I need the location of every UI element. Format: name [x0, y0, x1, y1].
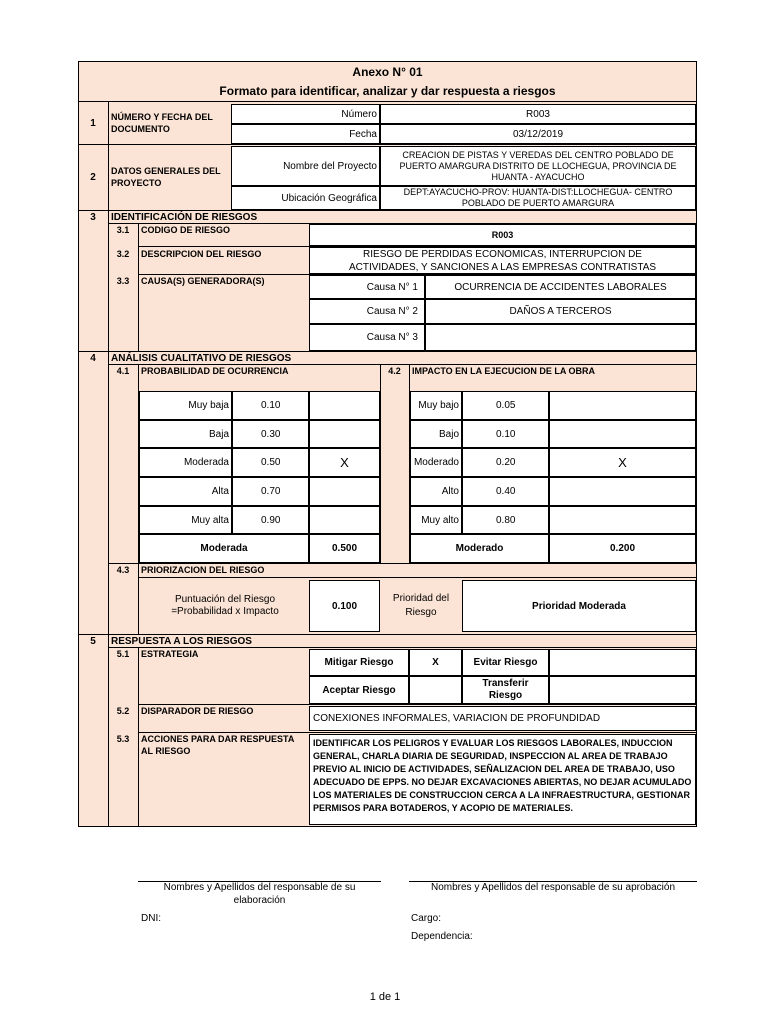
estrategia-label: ESTRATEGIA [141, 649, 199, 659]
section-1-number: 1 [90, 117, 96, 129]
probabilidad-number: 4.1 [116, 366, 130, 376]
acciones-number: 5.3 [116, 734, 130, 744]
imp-row-mark[interactable] [549, 477, 696, 506]
prob-row-label: Moderada [139, 448, 232, 477]
prob-row-label: Muy alta [139, 506, 232, 534]
mitigar-mark[interactable]: X [409, 649, 462, 676]
prob-row-mark[interactable] [309, 391, 380, 420]
proyecto-value[interactable]: CREACION DE PISTAS Y VEREDAS DEL CENTRO POBLADO DE PUERTO AMARGURA DISTRITO DE LLOCHEGUA, PROVINCIA DE HUANTA - AYACUCHO [380, 146, 696, 186]
ubicacion-value[interactable]: DEPT:AYACUCHO-PROV: HUANTA-DIST:LLOCHEGUA- CENTRO POBLADO DE PUERTO AMARGURA [380, 186, 696, 210]
prob-row-label: Baja [139, 420, 232, 448]
imp-row-label: Muy bajo [410, 391, 462, 420]
header-divider [78, 101, 697, 102]
disparador-number: 5.2 [116, 706, 130, 716]
evitar-label: Evitar Riesgo [462, 649, 549, 676]
probabilidad-label: PROBABILIDAD DE OCURRENCIA [141, 366, 289, 376]
section-3-number: 3 [90, 211, 96, 223]
annex-number: Anexo N° 01 [352, 65, 423, 79]
imp-row-mark[interactable] [549, 391, 696, 420]
prioridad-value[interactable]: Prioridad Moderada [462, 580, 696, 632]
prob-result-label: Moderada [139, 534, 309, 563]
proyecto-label: Nombre del Proyecto [231, 146, 380, 186]
prob-result-value: 0.500 [309, 534, 380, 563]
descripcion-number: 3.2 [116, 249, 130, 259]
imp-row-value: 0.05 [462, 391, 549, 420]
imp-result-value: 0.200 [549, 534, 696, 563]
imp-row-label: Moderado [410, 448, 462, 477]
page-number: 1 de 1 [369, 991, 401, 1003]
causa-1-value[interactable]: OCURRENCIA DE ACCIDENTES LABORALES [425, 275, 696, 299]
prob-row-value: 0.70 [232, 477, 309, 506]
aprobacion-caption: Nombres y Apellidos del responsable de su aprobación [430, 882, 676, 893]
causas-label: CAUSA(S) GENERADORA(S) [141, 276, 265, 286]
section-5-number: 5 [90, 635, 96, 647]
transferir-label: Transferir Riesgo [462, 676, 549, 704]
causa-2-value[interactable]: DAÑOS A TERCEROS [425, 299, 696, 324]
causa-3-value[interactable] [425, 324, 696, 351]
imp-row-value: 0.10 [462, 420, 549, 448]
aceptar-label: Aceptar Riesgo [309, 676, 409, 704]
codigo-value[interactable]: R003 [309, 224, 696, 246]
prob-row-mark[interactable] [309, 506, 380, 534]
section-2-label: DATOS GENERALES DEL PROYECTO [111, 166, 221, 188]
evitar-mark[interactable] [549, 649, 696, 676]
imp-row-value: 0.80 [462, 506, 549, 534]
section-3-label: IDENTIFICACIÓN DE RIESGOS [111, 211, 258, 223]
impacto-label: IMPACTO EN LA EJECUCION DE LA OBRA [412, 366, 596, 376]
imp-row-label: Muy alto [410, 506, 462, 534]
puntuacion-label: Puntuación del Riesgo =Probabilidad x Impacto [171, 594, 279, 617]
causas-number: 3.3 [116, 276, 130, 286]
descripcion-label: DESCRIPCION DEL RIESGO [141, 249, 262, 259]
disparador-label: DISPARADOR DE RIESGO [141, 706, 254, 716]
imp-row-value: 0.20 [462, 448, 549, 477]
dependencia-label: Dependencia: [411, 930, 473, 942]
impacto-number: 4.2 [388, 366, 401, 376]
ubicacion-label: Ubicación Geográfica [231, 186, 380, 210]
numero-label: Número [231, 104, 380, 124]
imp-row-label: Alto [410, 477, 462, 506]
prob-row-value: 0.30 [232, 420, 309, 448]
acciones-value[interactable]: IDENTIFICAR LOS PELIGROS Y EVALUAR LOS RIESGOS LABORALES, INDUCCION GENERAL, CHARLA DIARIA DE SEGURIDAD, INSPECCION AL AREA DE TRABAJO PREVIO AL INICIO DE ACTIVIDADES, SEÑALIZACION DEL AREA DE TRABAJO, USO ADECUADO DE EPPS. NO DEJAR EXCAVACIONES ABIERTAS, NO DEJAR ACUMULADO LOS MATERIALES DE CONSTRUCCION CERCA A LA INFRAESTRUCTURA, GESTIONAR PERMISOS PARA BOTADEROS, Y ACOPIO DE MATERIALES. [309, 734, 696, 825]
imp-row-mark[interactable]: X [549, 448, 696, 477]
imp-row-mark[interactable] [549, 506, 696, 534]
codigo-label: CODIGO DE RIESGO [141, 225, 231, 235]
codigo-number: 3.1 [116, 225, 130, 235]
mitigar-label: Mitigar Riesgo [309, 649, 409, 676]
imp-row-value: 0.40 [462, 477, 549, 506]
form-title: Formato para identificar, analizar y dar respuesta a riesgos [219, 84, 556, 98]
causa-1-label: Causa N° 1 [309, 275, 425, 299]
disparador-value[interactable]: CONEXIONES INFORMALES, VARIACION DE PROFUNDIDAD [309, 706, 696, 731]
descripcion-value[interactable]: RIESGO DE PERDIDAS ECONOMICAS, INTERRUPCION DE ACTIVIDADES, Y SANCIONES A LAS EMPRESAS CONTRATISTAS [309, 247, 696, 274]
section-5-label: RESPUESTA A LOS RIESGOS [111, 635, 252, 647]
elaboracion-caption: Nombres y Apellidos del responsable de su elaboración [163, 882, 356, 906]
aceptar-mark[interactable] [409, 676, 462, 704]
puntuacion-value[interactable]: 0.100 [309, 580, 380, 632]
section-2-number: 2 [90, 172, 96, 183]
dni-label: DNI: [141, 912, 161, 924]
causa-2-label: Causa N° 2 [309, 299, 425, 324]
section-4-number: 4 [90, 352, 96, 364]
priorizacion-label: PRIORIZACION DEL RIESGO [141, 565, 265, 575]
prob-row-value: 0.10 [232, 391, 309, 420]
acciones-label: ACCIONES PARA DAR RESPUESTA AL RIESGO [141, 734, 295, 756]
transferir-mark[interactable] [549, 676, 696, 704]
imp-row-label: Bajo [410, 420, 462, 448]
priorizacion-number: 4.3 [116, 565, 130, 575]
prob-row-label: Muy baja [139, 391, 232, 420]
prob-row-mark[interactable] [309, 420, 380, 448]
prob-row-mark[interactable]: X [309, 448, 380, 477]
prob-row-mark[interactable] [309, 477, 380, 506]
section-1-label: NÚMERO Y FECHA DEL DOCUMENTO [111, 112, 213, 134]
numero-value[interactable]: R003 [380, 104, 696, 124]
imp-result-label: Moderado [410, 534, 549, 563]
cargo-label: Cargo: [411, 912, 442, 924]
fecha-value[interactable]: 03/12/2019 [380, 124, 696, 144]
causa-3-label: Causa N° 3 [309, 324, 425, 351]
prob-row-label: Alta [139, 477, 232, 506]
imp-row-mark[interactable] [549, 420, 696, 448]
prob-row-value: 0.50 [232, 448, 309, 477]
fecha-label: Fecha [231, 124, 380, 144]
prioridad-label: Prioridad del Riesgo [392, 593, 450, 618]
section-4-label: ANÁLISIS CUALITATIVO DE RIESGOS [111, 352, 292, 364]
prob-row-value: 0.90 [232, 506, 309, 534]
estrategia-number: 5.1 [116, 649, 130, 659]
